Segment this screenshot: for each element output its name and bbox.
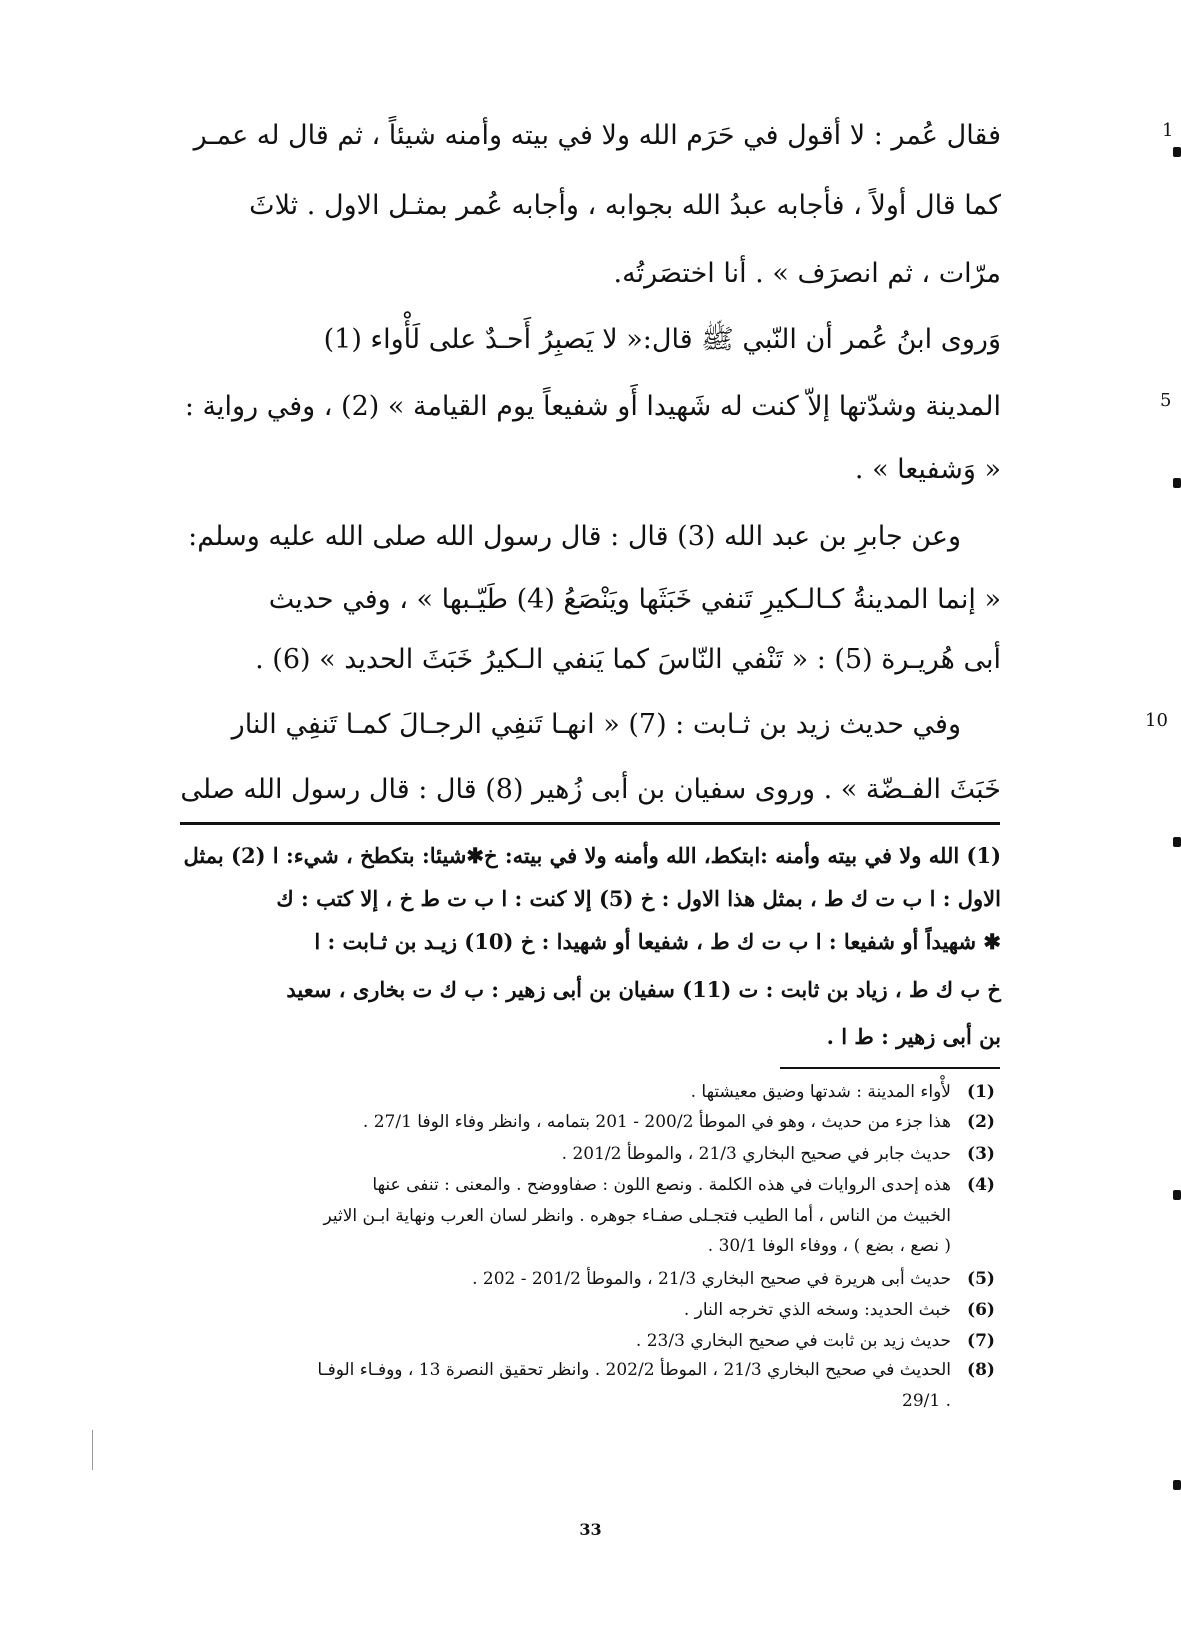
body-line-9: أبى هُريـرة (5) : « تَنْفي النّاسَ كما يَنفي الـكيرُ خَبَثَ الحديد » (6) . <box>255 644 1001 675</box>
footnotes-separator <box>780 1067 1000 1069</box>
footnote-text: حديث جابر في صحيح البخاري 21/3 ، والموطأ 201/2 . <box>561 1144 951 1164</box>
margin-mark <box>1173 1190 1181 1200</box>
footnote-8-continuation: . 29/1 <box>902 1391 951 1411</box>
footnote-4-continuation-1: الخبيث من الناس ، أما الطيب فتجـلى صفـاء جوهره . وانظر لسان العرب ونهاية ابـن الاثير <box>323 1206 951 1226</box>
scan-speck <box>92 1430 93 1470</box>
margin-mark <box>1173 147 1181 157</box>
line-number-5: 5 <box>1160 390 1172 411</box>
body-line-2: كما قال أولاً ، فأجابه عبدُ الله بجوابه ، وأجابه عُمر بمثـل الاول . ثلاثَ <box>249 190 1001 221</box>
body-line-10: وفي حديث زيد بن ثـابت : (7) « انهـا تَنفِي الرجـالَ كمـا تَنفِي النار <box>231 709 961 740</box>
footnote-number: (7) <box>967 1331 995 1351</box>
variants-separator <box>180 822 1000 825</box>
body-line-8: « إنما المدينةُ كـالـكيرِ تَنفي خَبَثَها ويَنْصَعُ (4) طَيّـبها » ، وفي حديث <box>268 584 1001 615</box>
margin-mark <box>1173 478 1181 488</box>
footnote-text: الحديث في صحيح البخاري 21/3 ، الموطأ 202/2 . وانظر تحقيق النصرة 13 ، ووفـاء الوفـا <box>317 1360 951 1380</box>
footnote-text: هذه إحدى الروايات في هذه الكلمة . ونصع اللون : صفاووضح . والمعنى : تنفى عنها <box>372 1175 951 1195</box>
footnote-number: (8) <box>967 1360 995 1380</box>
variant-line-2: الاول : ا ب ت ك ط ، بمثل هذا الاول : خ (5) إلا كنت : ا ب ت ط خ ، إلا كتب : ك <box>276 886 1001 911</box>
variant-line-5: بن أبى زهير : ط ا . <box>826 1024 1001 1049</box>
body-line-7: وعن جابرِ بن عبد الله (3) قال : قال رسول الله صلى الله عليه وسلم: <box>188 521 961 552</box>
body-line-5: المدينة وشدّتها إلاّ كنت له شَهيدا أَو شفيعاً يوم القيامة » (2) ، وفي رواية : <box>184 391 1001 422</box>
footnote-number: (6) <box>967 1300 995 1320</box>
line-number-10: 10 <box>1145 710 1168 731</box>
variant-line-3: ✱ شهيداً أو شفيعا : ا ب ت ك ط ، شفيعا أو شهيدا : خ (10) زيـد بن ثـابت : ا <box>314 929 1001 954</box>
footnote-text: لأْواء المدينة : شدتها وضيق معيشتها . <box>690 1082 951 1102</box>
body-line-1: فقال عُمر : لا أقول في حَرَم الله ولا في بيته وأمنه شيئاً ، ثم قال له عمـر <box>193 120 1001 151</box>
footnote-number: (2) <box>967 1112 995 1132</box>
body-line-6: « وَشفيعا » . <box>854 454 1001 485</box>
footnote-number: (3) <box>967 1144 995 1164</box>
body-line-11: خَبَثَ الفـضّة » . وروى سفيان بن أبى زُهير (8) قال : قال رسول الله صلى <box>180 774 1001 805</box>
page-number: 33 <box>579 1520 602 1539</box>
body-line-4: وَروى ابنُ عُمر أن النّبي ﷺ قال:« لا يَصبِرُ أَحـدٌ على لَأْواء (1) <box>323 324 1001 355</box>
footnote-text: حديث زيد بن ثابت في صحيح البخاري 23/3 . <box>635 1331 951 1351</box>
footnote-4-continuation-2: ( نصع ، بضع ) ، ووفاء الوفا 30/1 . <box>707 1236 951 1256</box>
body-line-3: مرّات ، ثم انصرَف » . أنا اختصَرتُه. <box>613 258 1001 289</box>
variant-line-4: خ ب ك ط ، زياد بن ثابت : ت (11) سفيان بن أبى زهير : ب ك ت بخارى ، سعيد <box>286 977 1001 1002</box>
footnote-text: هذا جزء من حديث ، وهو في الموطأ 200/2 - 201 بتمامه ، وانظر وفاء الوفا 27/1 . <box>362 1112 951 1132</box>
footnote-number: (4) <box>967 1175 995 1195</box>
footnote-number: (5) <box>967 1269 995 1289</box>
footnote-text: حديث أبى هريرة في صحيح البخاري 21/3 ، والموطأ 201/2 - 202 . <box>472 1269 951 1289</box>
margin-mark <box>1173 1480 1181 1490</box>
line-number-1: 1 <box>1162 120 1174 141</box>
variant-line-1: (1) الله ولا في بيته وأمنه :ابتكط، الله وأمنه ولا في بيته: خ✱شيئا: بتكطخ ، شيء: ا (2) بمثل <box>183 843 1001 868</box>
footnote-text: خبث الحديد: وسخه الذي تخرجه النار . <box>683 1300 951 1320</box>
footnote-number: (1) <box>967 1082 995 1102</box>
margin-mark <box>1173 837 1181 847</box>
